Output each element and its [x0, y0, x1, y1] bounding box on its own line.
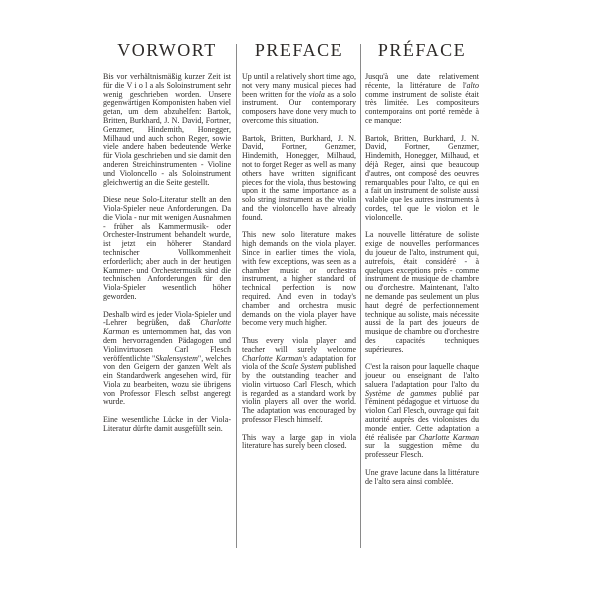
paragraph: [242, 231, 356, 328]
text-run: Diese neue Solo-Literatur stellt an den Viola-Spieler neue Anforderungen. Da die Viola - nur mit wenigen Ausnahmen - früher als Kammermusik- oder Orchester-Instrument behandelt wurde, ist jetzt ein höherer Standard technischer Vollkommenheit erforderlich; aber auch in der heutigen Kammer- und Orchestermusik sind die technischen Anforderungen für den Viola-Spieler wesentlich höher geworden.: [103, 195, 231, 301]
text-run: Bis vor verhältnismäßig kurzer Zeit ist für die V i o l a als Soloinstrument sehr wenig geschrieben worden. Unsere gegenwärtigen Komponisten haben viel getan, um dem abzuhelfen: Bartok, Britten, Burkhard, J. N. David, Fortner, Genzmer, Hindemith, Honegger, Milhaud und auch schon Reger, sowie viele andere haben bedeutende Werke für Viola geschrieben und sie damit den anderen Streichinstrumenten - Violine und Violoncello - als Soloinstrument gleichwertig an die Seite gestellt.: [103, 72, 231, 187]
column-divider-right: [360, 44, 361, 548]
column-title-vorwort: VORWORT: [117, 40, 217, 60]
paragraph: [365, 73, 479, 126]
column-body-preface-en: [242, 73, 356, 451]
column-divider-left: [236, 44, 237, 548]
text-run: adaptation for viola of the: [242, 353, 357, 372]
paragraph: [242, 135, 356, 223]
italic-text-run: Skalensystem: [155, 353, 198, 363]
italic-text-run: Scale System: [280, 362, 323, 372]
column-preface-en: [242, 40, 356, 451]
italic-text-run: Système de gammes: [365, 388, 437, 398]
paragraph: [365, 231, 479, 354]
text-run: Thus every viola player and teacher will surely welcome: [242, 335, 356, 354]
paragraph: [103, 196, 231, 302]
text-run: This new solo literature makes high demands on the viola player. Since in earlier times the viola, with few exceptions, was seen as a chamber music or orchestra instrument, a higher standard of technical perfection is now required. And even in today's chamber and orchestra music demands on the viola player have become very much higher.: [242, 230, 356, 328]
paragraph: [242, 337, 356, 425]
text-run: This way a large gap in viola literature has surely been closed.: [242, 432, 356, 451]
italic-text-run: Charlotte Karman's: [242, 353, 307, 363]
italic-text-run: alto: [466, 80, 479, 90]
text-run: ", welches von den Geigern der ganzen Welt als ein Standardwerk angesehen wird, für Viola zu bearbeiten, wozu sie übrigens von Professor Flesch selbst angeregt wurde.: [103, 353, 231, 407]
paragraph: [242, 73, 356, 126]
column-body-vorwort: [103, 73, 231, 434]
italic-text-run: viola: [308, 89, 325, 99]
italic-text-run: Charlotte Karman: [418, 432, 479, 442]
text-run: Deshalb wird es jeder Viola-Spieler und -Lehrer begrüßen, daß: [103, 309, 232, 328]
column-title-preface-fr: PRÉFACE: [377, 40, 467, 60]
paragraph: [103, 73, 231, 187]
paragraph: [365, 469, 479, 487]
column-preface-fr: [365, 40, 479, 486]
text-run: published by the outstanding teacher and violin virtuoso Carl Flesch, which is regarded as a standard work by violin players all over the world. The adaptation was encouraged by professor Flesch himself.: [242, 362, 357, 425]
text-run: Bartok, Britten, Burkhard, J. N. David, Fortner, Genzmer, Hindemith, Honegger, Milhaud, not to forget Reger as well as many others have written significant pieces for the viola, thus bestowing upon it the same importance as a solo string instrument as the violin and the violoncello have already found.: [242, 133, 356, 222]
text-run: comme instrument de soliste était très limitée. Les compositeurs contemporains ont porté remède à ce manque:: [365, 89, 479, 125]
text-run: es unternommen hat, das von dem hervorragenden Pädagogen und Violinvirtuosen Carl Flesch veröffentlichte ": [103, 327, 231, 363]
text-run: Eine wesentliche Lücke in der Viola-Literatur dürfte damit ausgefüllt sein.: [103, 415, 231, 433]
text-run: as a solo instrument. Our contemporary composers have done very much to overcome this situation.: [242, 89, 356, 125]
text-run: publié par l'éminent pédagogue et virtuose du violon Carl Flesch, ouvrage qui fait autorité auprès des violonistes du monde entier. Cette adaptation a été réalisée par: [365, 388, 479, 442]
column-body-preface-fr: [365, 73, 479, 486]
paragraph: [365, 363, 479, 460]
text-run: C'est la raison pour laquelle chaque joueur ou enseignant de l'alto saluera l'adaptation pour l'alto du: [365, 362, 479, 389]
italic-text-run: Charlotte Karman: [103, 318, 231, 337]
text-run: sur la suggestion même du professeur Flesch.: [365, 441, 479, 460]
text-run: La nouvelle littérature de soliste exige de nouvelles performances du joueur de l'alto, instrument qui, autrefois, était considéré - à quelques exceptions près - comme instrument de musique de chambre ou d'orchestre. Maintenant, l'alto ne demande pas seulement un plus haut degré de perfectionnement technique au soliste, mais nécessite aussi de la part des joueurs de musique de chambre ou d'orchestre des capacités techniques supérieures.: [365, 230, 479, 354]
paragraph: [242, 434, 356, 452]
paragraph: [103, 416, 231, 434]
text-run: Jusqu'à une date relativement récente, la littérature de l': [365, 72, 479, 90]
column-vorwort: [103, 40, 231, 434]
column-title-preface-en: PREFACE: [254, 40, 344, 60]
text-run: Bartok, Britten, Burkhard, J. N. David, Fortner, Genzmer, Hindemith, Honegger, Milhaud, et déjà Reger, ainsi que beaucoup d'autres, ont composé des oeuvres remarquables pour l'alto, ce qui en a fait un instrument de soliste aussi valable que les autres instruments à cordes, tel que le violon et le violoncelle.: [365, 133, 479, 222]
text-run: Une grave lacune dans la littérature de l'alto sera ainsi comblée.: [365, 467, 479, 486]
paragraph: [103, 311, 231, 408]
paragraph: [365, 135, 479, 223]
text-run: Up until a relatively short time ago, not very many musical pieces had been written for the: [242, 72, 356, 99]
